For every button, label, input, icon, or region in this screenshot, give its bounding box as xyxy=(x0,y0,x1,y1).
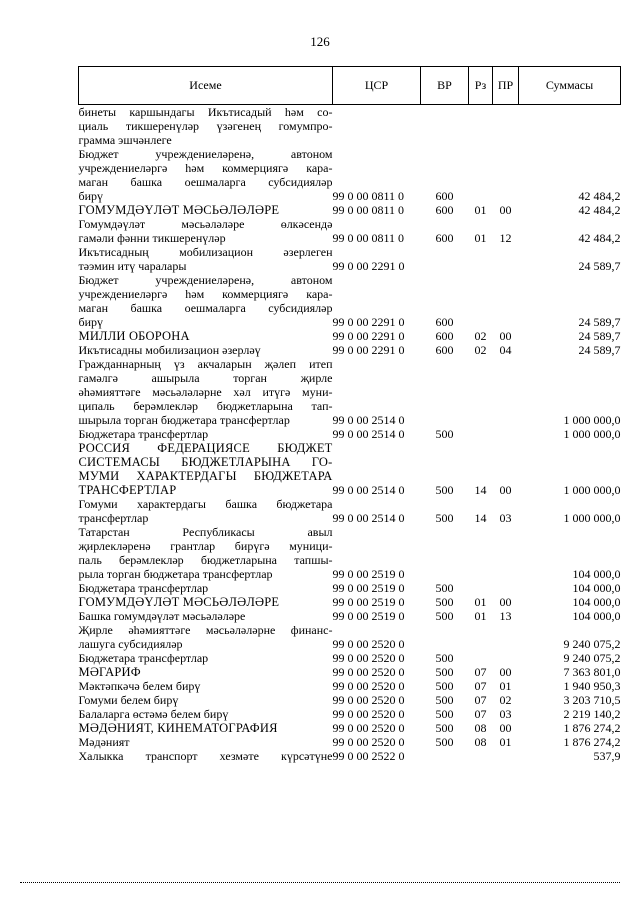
row-name xyxy=(79,623,333,651)
row-csr: 99 0 00 2520 0 xyxy=(332,637,405,651)
row-vr: 500 xyxy=(435,581,454,595)
row-name xyxy=(79,273,333,329)
row-name xyxy=(79,147,333,203)
row-rz xyxy=(469,427,493,441)
table-row xyxy=(79,665,621,679)
row-rz: 01 xyxy=(474,595,487,609)
row-csr: 99 0 00 2291 0 xyxy=(332,315,405,329)
row-name-line: Башка гомумдәүләт мәсьәләләре xyxy=(78,609,246,623)
row-rz xyxy=(469,357,493,427)
row-pr: 00 xyxy=(499,721,512,735)
row-name-line: маган башка оешмаларга субсидияләр xyxy=(78,301,333,315)
table-row xyxy=(79,217,621,245)
row-name-line: ГОМУМДӘҮЛӘТ МӘСЬӘЛӘЛӘРЕ xyxy=(78,203,280,217)
row-sum: 9 240 075,2 xyxy=(563,651,621,665)
row-name xyxy=(79,203,333,217)
row-vr: 600 xyxy=(435,231,454,245)
row-name-line: Балаларга өстәмә белем бирү xyxy=(78,707,229,721)
row-pr xyxy=(493,105,519,148)
row-pr xyxy=(493,581,519,595)
row-name-line: Гомуми характердагы башка бюджетара xyxy=(78,497,333,511)
row-pr: 04 xyxy=(499,343,512,357)
row-name-line: паль берәмлекләр бюджетларына тапшы- xyxy=(78,553,333,567)
row-rz xyxy=(469,105,493,148)
row-csr: 99 0 00 2519 0 xyxy=(332,609,405,623)
row-vr: 600 xyxy=(435,189,454,203)
row-sum: 1 000 000,0 xyxy=(563,511,621,525)
row-name-line: МИЛЛИ ОБОРОНА xyxy=(78,329,190,343)
row-sum xyxy=(519,105,621,148)
table-row xyxy=(79,749,621,763)
row-name-line: СИСТЕМАСЫ БЮДЖЕТЛАРЫНА ГО- xyxy=(78,455,333,469)
header-pr: ПР xyxy=(493,67,519,105)
row-vr xyxy=(421,105,469,148)
row-pr xyxy=(493,749,519,763)
table-row xyxy=(79,273,621,329)
row-name-line: җирлекләренә грантлар бирүгә муници- xyxy=(78,539,333,553)
row-sum: 1 000 000,0 xyxy=(563,483,621,497)
table-row xyxy=(79,441,621,497)
row-sum: 3 203 710,5 xyxy=(563,693,621,707)
row-vr: 500 xyxy=(435,483,454,497)
row-sum: 9 240 075,2 xyxy=(563,637,621,651)
table-row xyxy=(79,343,621,357)
row-pr xyxy=(493,273,519,329)
row-pr: 13 xyxy=(499,609,512,623)
row-sum: 7 363 801,0 xyxy=(563,665,621,679)
row-name xyxy=(79,595,333,609)
row-sum: 24 589,7 xyxy=(578,329,621,343)
row-name-line: Гражданнарның үз акчаларын җәлеп итеп xyxy=(78,357,333,371)
row-name xyxy=(79,665,333,679)
row-csr: 99 0 00 2514 0 xyxy=(332,483,405,497)
table-row xyxy=(79,427,621,441)
row-pr: 00 xyxy=(499,329,512,343)
row-name-line: ГОМУМДӘҮЛӘТ МӘСЬӘЛӘЛӘРЕ xyxy=(78,595,280,609)
row-csr: 99 0 00 2520 0 xyxy=(332,651,405,665)
row-name-line: гамәли фәнни тикшеренүләр xyxy=(78,231,226,245)
row-csr: 99 0 00 0811 0 xyxy=(332,189,405,203)
row-name-line: бирү xyxy=(78,189,104,203)
row-name-line: Бюджет учреждениеләренә, автоном xyxy=(78,273,333,287)
row-vr: 600 xyxy=(435,203,454,217)
budget-table xyxy=(78,66,621,763)
row-rz: 01 xyxy=(474,203,487,217)
row-vr: 500 xyxy=(435,609,454,623)
row-name-line: МӘДӘНИЯТ, КИНЕМАТОГРАФИЯ xyxy=(78,721,278,735)
row-csr: 99 0 00 2291 0 xyxy=(332,329,405,343)
row-pr xyxy=(493,245,519,273)
row-pr: 12 xyxy=(499,231,512,245)
row-name xyxy=(79,357,333,427)
row-pr xyxy=(493,427,519,441)
row-csr: 99 0 00 0811 0 xyxy=(332,231,405,245)
row-rz: 07 xyxy=(474,665,487,679)
row-name-line: циаль тикшеренүләр үзәгенең гомумпро- xyxy=(78,119,333,133)
row-pr xyxy=(493,623,519,651)
row-pr: 03 xyxy=(499,707,512,721)
row-vr: 500 xyxy=(435,693,454,707)
row-csr: 99 0 00 2520 0 xyxy=(332,679,405,693)
row-pr: 00 xyxy=(499,595,512,609)
row-vr xyxy=(421,245,469,273)
header-csr: ЦСР xyxy=(333,67,421,105)
row-name-line: Бюджетара трансфертлар xyxy=(78,581,209,595)
row-csr: 99 0 00 2519 0 xyxy=(332,567,405,581)
row-csr: 99 0 00 2291 0 xyxy=(332,343,405,357)
row-name-line: РОССИЯ ФЕДЕРАЦИЯСЕ БЮДЖЕТ xyxy=(78,441,333,455)
row-vr: 500 xyxy=(435,427,454,441)
row-name xyxy=(79,707,333,721)
row-pr: 02 xyxy=(499,693,512,707)
row-csr: 99 0 00 2519 0 xyxy=(332,595,405,609)
row-pr: 00 xyxy=(499,665,512,679)
table-body xyxy=(79,105,621,764)
row-pr xyxy=(493,525,519,581)
row-csr: 99 0 00 2520 0 xyxy=(332,707,405,721)
row-name-line: бирү xyxy=(78,315,104,329)
row-name-line: лашуга субсидияләр xyxy=(78,637,183,651)
row-name xyxy=(79,245,333,273)
row-name-line: Икътисадны мобилизацион әзерләү xyxy=(78,343,261,357)
row-rz xyxy=(469,749,493,763)
table-row xyxy=(79,595,621,609)
row-sum: 42 484,2 xyxy=(578,189,621,203)
row-sum: 104 000,0 xyxy=(572,581,621,595)
row-name-line: МУМИ ХАРАКТЕРДАГЫ БЮДЖЕТАРА xyxy=(78,469,333,483)
row-csr xyxy=(333,105,421,148)
row-rz xyxy=(469,581,493,595)
row-sum: 104 000,0 xyxy=(572,609,621,623)
table-row xyxy=(79,609,621,623)
row-rz: 07 xyxy=(474,707,487,721)
table-row xyxy=(79,147,621,203)
row-sum: 104 000,0 xyxy=(572,567,621,581)
row-rz xyxy=(469,245,493,273)
table-row xyxy=(79,357,621,427)
row-name-line: ципаль берәмлекләр бюджетларына тап- xyxy=(78,399,333,413)
row-vr: 500 xyxy=(435,721,454,735)
row-rz: 01 xyxy=(474,231,487,245)
row-vr: 600 xyxy=(435,315,454,329)
table-row xyxy=(79,105,621,148)
row-name xyxy=(79,581,333,595)
row-sum: 42 484,2 xyxy=(578,203,621,217)
row-csr: 99 0 00 2522 0 xyxy=(332,749,405,763)
row-vr xyxy=(421,357,469,427)
row-csr: 99 0 00 2520 0 xyxy=(332,721,405,735)
row-csr: 99 0 00 2514 0 xyxy=(332,413,405,427)
row-name-line: Икътисадның мобилизацион әзерлеген xyxy=(78,245,333,259)
table-row xyxy=(79,245,621,273)
header-rz: Рз xyxy=(469,67,493,105)
row-name xyxy=(79,525,333,581)
row-name-line: ТРАНСФЕРТЛАР xyxy=(78,483,177,497)
row-name-line: трансфертлар xyxy=(78,511,149,525)
table-row xyxy=(79,623,621,651)
row-name xyxy=(79,693,333,707)
row-csr: 99 0 00 2520 0 xyxy=(332,735,405,749)
row-vr: 500 xyxy=(435,707,454,721)
row-vr xyxy=(421,623,469,651)
row-rz: 14 xyxy=(474,483,487,497)
row-csr: 99 0 00 2291 0 xyxy=(332,259,405,273)
table-row xyxy=(79,721,621,735)
row-vr: 500 xyxy=(435,651,454,665)
row-rz: 07 xyxy=(474,679,487,693)
row-name-line: рыла торган бюджетара трансфертлар xyxy=(78,567,273,581)
row-name-line: маган башка оешмаларга субсидияләр xyxy=(78,175,333,189)
row-name-line: бинеты каршындагы Икътисадый һәм со- xyxy=(78,105,333,119)
row-vr: 600 xyxy=(435,329,454,343)
row-sum: 1 000 000,0 xyxy=(563,413,621,427)
row-name-line: МӘГАРИФ xyxy=(78,665,141,679)
row-name-line: грамма эшчәнлеге xyxy=(78,133,172,147)
row-rz: 08 xyxy=(474,735,487,749)
row-name xyxy=(79,679,333,693)
row-sum: 2 219 140,2 xyxy=(563,707,621,721)
table-row xyxy=(79,329,621,343)
row-vr: 500 xyxy=(435,595,454,609)
row-rz xyxy=(469,651,493,665)
row-vr: 500 xyxy=(435,735,454,749)
table-row xyxy=(79,693,621,707)
table-row xyxy=(79,679,621,693)
row-sum: 24 589,7 xyxy=(578,315,621,329)
row-pr xyxy=(493,357,519,427)
row-name xyxy=(79,343,333,357)
row-rz: 08 xyxy=(474,721,487,735)
row-name-line: әһәмияттәге мәсьәләләрне хәл итүгә муни- xyxy=(78,385,333,399)
row-sum: 24 589,7 xyxy=(578,343,621,357)
row-pr: 01 xyxy=(499,735,512,749)
row-vr: 500 xyxy=(435,679,454,693)
table-row xyxy=(79,707,621,721)
row-pr: 03 xyxy=(499,511,512,525)
row-name xyxy=(79,735,333,749)
header-vr: ВР xyxy=(421,67,469,105)
row-name-line: Халыкка транспорт хезмәте күрсәтүне xyxy=(78,749,333,763)
row-vr xyxy=(421,525,469,581)
table-row xyxy=(79,203,621,217)
row-name xyxy=(79,329,333,343)
row-name-line: Татарстан Республикасы авыл xyxy=(78,525,333,539)
footer-divider xyxy=(20,882,620,883)
table-row xyxy=(79,735,621,749)
row-name xyxy=(79,105,333,148)
table-row xyxy=(79,651,621,665)
table-row xyxy=(79,581,621,595)
row-pr xyxy=(493,651,519,665)
row-csr: 99 0 00 0811 0 xyxy=(332,203,405,217)
row-name-line: Мәктәпкәчә белем бирү xyxy=(78,679,201,693)
row-rz xyxy=(469,623,493,651)
row-sum: 1 876 274,2 xyxy=(563,735,621,749)
row-pr: 00 xyxy=(499,483,512,497)
row-name-line: учреждениеләргә һәм коммерциягә кара- xyxy=(78,161,333,175)
row-sum: 1 940 950,3 xyxy=(563,679,621,693)
row-name xyxy=(79,217,333,245)
row-csr: 99 0 00 2514 0 xyxy=(332,511,405,525)
table-header-row xyxy=(79,67,621,105)
header-name: Исеме xyxy=(79,67,333,105)
row-csr: 99 0 00 2520 0 xyxy=(332,665,405,679)
row-name-line: учреждениеләргә һәм коммерциягә кара- xyxy=(78,287,333,301)
row-name-line: Бюджет учреждениеләренә, автоном xyxy=(78,147,333,161)
row-vr: 500 xyxy=(435,665,454,679)
row-csr: 99 0 00 2519 0 xyxy=(332,581,405,595)
row-rz: 01 xyxy=(474,609,487,623)
row-name xyxy=(79,497,333,525)
row-name-line: гамәлгә ашырыла торган җирле xyxy=(78,371,333,385)
page-number: 126 xyxy=(310,34,330,49)
row-pr: 00 xyxy=(499,203,512,217)
row-vr: 600 xyxy=(435,343,454,357)
row-sum: 104 000,0 xyxy=(572,595,621,609)
row-name xyxy=(79,721,333,735)
row-name-line: Гомумдәүләт мәсьәләләре өлкәсендә xyxy=(78,217,333,231)
table-row xyxy=(79,525,621,581)
row-rz: 02 xyxy=(474,343,487,357)
row-rz xyxy=(469,147,493,203)
row-sum: 537,9 xyxy=(593,749,621,763)
row-vr xyxy=(421,749,469,763)
row-sum: 24 589,7 xyxy=(578,259,621,273)
row-csr: 99 0 00 2514 0 xyxy=(332,427,405,441)
row-name xyxy=(79,651,333,665)
row-vr: 500 xyxy=(435,511,454,525)
row-sum: 1 876 274,2 xyxy=(563,721,621,735)
row-rz: 14 xyxy=(474,511,487,525)
row-name-line: Бюджетара трансфертлар xyxy=(78,651,209,665)
row-sum: 1 000 000,0 xyxy=(563,427,621,441)
row-pr: 01 xyxy=(499,679,512,693)
row-name xyxy=(79,441,333,497)
row-rz: 02 xyxy=(474,329,487,343)
row-rz: 07 xyxy=(474,693,487,707)
row-name-line: тәэмин итү чаралары xyxy=(78,259,187,273)
row-name xyxy=(79,749,333,763)
row-csr: 99 0 00 2520 0 xyxy=(332,693,405,707)
row-rz xyxy=(469,273,493,329)
row-sum: 42 484,2 xyxy=(578,231,621,245)
row-name xyxy=(79,609,333,623)
header-sum: Суммасы xyxy=(519,67,621,105)
row-pr xyxy=(493,147,519,203)
row-rz xyxy=(469,525,493,581)
row-name-line: шырыла торган бюджетара трансфертлар xyxy=(78,413,290,427)
row-name xyxy=(79,427,333,441)
row-name-line: Мәдәният xyxy=(78,735,130,749)
row-name-line: Бюджетара трансфертлар xyxy=(78,427,209,441)
row-name-line: Гомуми белем бирү xyxy=(78,693,179,707)
row-name-line: Җирле әһәмияттәге мәсьәләләрне финанс- xyxy=(78,623,333,637)
table-row xyxy=(79,497,621,525)
